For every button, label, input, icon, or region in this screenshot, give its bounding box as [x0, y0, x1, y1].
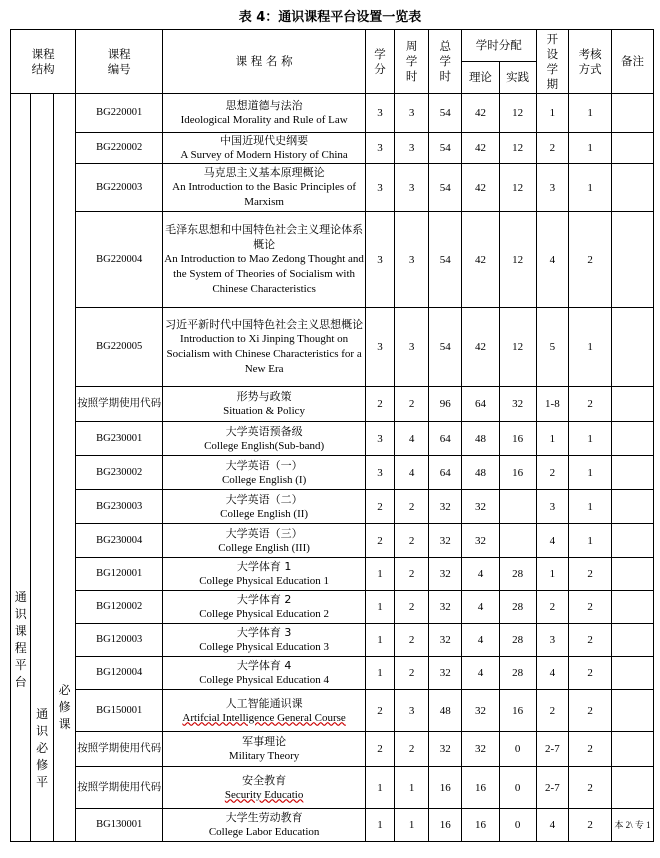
weekly-hours: 2	[394, 387, 429, 422]
credit: 3	[366, 456, 395, 490]
theory-hours: 32	[462, 732, 500, 767]
course-name-cn: 习近平新时代中国特色社会主义思想概论	[165, 318, 364, 331]
course-code: BG120002	[76, 591, 163, 624]
course-name-en: Military Theory	[228, 750, 300, 762]
practice-hours: 0	[499, 809, 536, 842]
credit: 1	[366, 624, 395, 657]
course-name-en: College English (II)	[220, 507, 309, 520]
weekly-hours: 2	[394, 490, 429, 524]
weekly-hours: 1	[394, 767, 429, 809]
course-code: BG130001	[76, 809, 163, 842]
weekly-hours: 1	[394, 809, 429, 842]
table-row	[11, 690, 654, 732]
semester: 2	[536, 591, 569, 624]
total-hours: 54	[429, 164, 462, 212]
course-name	[163, 308, 366, 387]
course-name-en: A Survey of Modern History of China	[180, 149, 348, 161]
course-name-en: Security Educatio	[224, 788, 304, 801]
course-name-en: College English (I)	[221, 473, 307, 486]
course-name	[163, 624, 366, 657]
course-code: BG230001	[76, 422, 163, 456]
theory-hours: 32	[462, 690, 500, 732]
theory-hours: 42	[462, 133, 500, 164]
semester: 3	[536, 164, 569, 212]
semester: 4	[536, 809, 569, 842]
course-code: 按照学期使用代码	[76, 387, 163, 422]
credit: 3	[366, 133, 395, 164]
course-name-en: Ideological Morality and Rule of Law	[180, 114, 348, 126]
remark	[612, 524, 654, 558]
remark	[612, 558, 654, 591]
practice-hours: 28	[499, 657, 536, 690]
credit: 2	[366, 690, 395, 732]
remark	[612, 690, 654, 732]
semester: 1	[536, 94, 569, 133]
course-name-en: College Labor Education	[208, 826, 320, 838]
total-hours: 48	[429, 690, 462, 732]
credit: 3	[366, 308, 395, 387]
table-row	[11, 94, 654, 133]
credit: 1	[366, 657, 395, 690]
assessment: 1	[569, 422, 612, 456]
semester: 3	[536, 624, 569, 657]
assessment: 2	[569, 657, 612, 690]
semester: 2-7	[536, 732, 569, 767]
credit: 1	[366, 809, 395, 842]
weekly-hours: 2	[394, 558, 429, 591]
course-name	[163, 94, 366, 133]
curriculum-table	[10, 29, 654, 842]
course-name	[163, 164, 366, 212]
course-code: BG120003	[76, 624, 163, 657]
credit: 3	[366, 422, 395, 456]
credit: 1	[366, 558, 395, 591]
weekly-hours: 3	[394, 308, 429, 387]
assessment: 2	[569, 624, 612, 657]
total-hours: 54	[429, 133, 462, 164]
semester: 4	[536, 524, 569, 558]
course-name	[163, 690, 366, 732]
practice-hours: 28	[499, 558, 536, 591]
total-hours: 32	[429, 624, 462, 657]
weekly-hours: 2	[394, 624, 429, 657]
weekly-hours: 3	[394, 133, 429, 164]
course-name-cn: 大学体育 1	[236, 560, 292, 573]
header-theory: 理论	[462, 62, 500, 94]
semester: 4	[536, 212, 569, 308]
course-name-cn: 大学体育 4	[236, 659, 292, 672]
semester: 1-8	[536, 387, 569, 422]
course-code: BG220002	[76, 133, 163, 164]
header-assessment: 考核 方式	[569, 30, 612, 94]
weekly-hours: 2	[394, 591, 429, 624]
assessment: 1	[569, 490, 612, 524]
semester: 4	[536, 657, 569, 690]
assessment: 2	[569, 591, 612, 624]
table-row	[11, 422, 654, 456]
course-name-cn: 马克思主义基本原理概论	[203, 166, 325, 179]
table-row	[11, 767, 654, 809]
semester: 2	[536, 456, 569, 490]
theory-hours: 4	[462, 591, 500, 624]
header-distribution: 学时分配	[462, 30, 536, 62]
total-hours: 54	[429, 94, 462, 133]
table-row	[11, 164, 654, 212]
assessment: 1	[569, 164, 612, 212]
assessment: 1	[569, 524, 612, 558]
header-semester: 开 设 学 期	[536, 30, 569, 94]
credit: 2	[366, 387, 395, 422]
total-hours: 54	[429, 212, 462, 308]
table-row	[11, 624, 654, 657]
remark	[612, 624, 654, 657]
semester: 3	[536, 490, 569, 524]
assessment: 2	[569, 212, 612, 308]
header-total: 总 学 时	[429, 30, 462, 94]
course-name	[163, 456, 366, 490]
theory-hours: 42	[462, 164, 500, 212]
remark: 本 2\ 专 1	[612, 809, 654, 842]
total-hours: 32	[429, 490, 462, 524]
course-code: BG230003	[76, 490, 163, 524]
table-row	[11, 308, 654, 387]
course-name	[163, 133, 366, 164]
assessment: 2	[569, 387, 612, 422]
course-name-cn: 思想道德与法治	[225, 99, 303, 112]
course-name-cn: 大学体育 3	[236, 626, 292, 639]
total-hours: 16	[429, 767, 462, 809]
practice-hours: 32	[499, 387, 536, 422]
remark	[612, 591, 654, 624]
total-hours: 32	[429, 524, 462, 558]
practice-hours: 0	[499, 732, 536, 767]
course-name	[163, 657, 366, 690]
practice-hours: 12	[499, 308, 536, 387]
course-name-en: College English(Sub-band)	[204, 439, 325, 452]
credit: 2	[366, 490, 395, 524]
course-code: BG220001	[76, 94, 163, 133]
course-name-cn: 大学英语（二）	[225, 492, 303, 506]
assessment: 1	[569, 94, 612, 133]
semester: 5	[536, 308, 569, 387]
course-name-en: Artifcial Intelligence General Course	[182, 711, 346, 724]
remark	[612, 133, 654, 164]
credit: 1	[366, 767, 395, 809]
credit: 3	[366, 212, 395, 308]
table-row	[11, 809, 654, 842]
course-code: BG220005	[76, 308, 163, 387]
total-hours: 64	[429, 422, 462, 456]
course-name-en: College English (III)	[218, 541, 310, 554]
semester: 2	[536, 133, 569, 164]
theory-hours: 16	[462, 767, 500, 809]
theory-hours: 4	[462, 657, 500, 690]
header-name: 课 程 名 称	[163, 30, 366, 94]
total-hours: 32	[429, 657, 462, 690]
header-code: 课程 编号	[76, 30, 163, 94]
course-name-en: College Physical Education 4	[199, 674, 330, 686]
practice-hours: 12	[499, 164, 536, 212]
course-name-cn: 大学生劳动教育	[225, 811, 303, 824]
theory-hours: 42	[462, 308, 500, 387]
course-code: BG150001	[76, 690, 163, 732]
weekly-hours: 3	[394, 94, 429, 133]
assessment: 1	[569, 308, 612, 387]
course-name-cn: 人工智能通识课	[225, 696, 303, 710]
course-name	[163, 591, 366, 624]
header-structure: 课程 结构	[11, 30, 76, 94]
credit: 3	[366, 164, 395, 212]
theory-hours: 16	[462, 809, 500, 842]
course-name-en: An Introduction to the Basic Principles of Marxism	[172, 181, 357, 208]
assessment: 2	[569, 732, 612, 767]
header-weekly: 周 学 时	[394, 30, 429, 94]
course-name-en: An Introduction to Mao Zedong Thought and the System of Theories of Socialism with Chinese Characteristics	[164, 253, 364, 295]
theory-hours: 4	[462, 624, 500, 657]
course-code: BG120001	[76, 558, 163, 591]
practice-hours: 28	[499, 591, 536, 624]
course-name	[163, 490, 366, 524]
total-hours: 54	[429, 308, 462, 387]
practice-hours: 12	[499, 94, 536, 133]
table-row	[11, 490, 654, 524]
theory-hours: 32	[462, 524, 500, 558]
course-name-cn: 形势与政策	[236, 390, 292, 403]
remark	[612, 490, 654, 524]
practice-hours: 28	[499, 624, 536, 657]
total-hours: 32	[429, 732, 462, 767]
course-name-en: College Physical Education 1	[199, 575, 330, 587]
header-remark: 备注	[612, 30, 654, 94]
theory-hours: 42	[462, 212, 500, 308]
table-row	[11, 524, 654, 558]
course-code: 按照学期使用代码	[76, 767, 163, 809]
total-hours: 96	[429, 387, 462, 422]
course-name	[163, 422, 366, 456]
table-row	[11, 657, 654, 690]
table-row	[11, 591, 654, 624]
total-hours: 32	[429, 591, 462, 624]
table-caption: 表 4：通识课程平台设置一览表	[238, 10, 422, 25]
course-code: BG220003	[76, 164, 163, 212]
group-platform: 通 识 课 程 平 台	[11, 94, 31, 842]
weekly-hours: 3	[394, 164, 429, 212]
credit: 1	[366, 591, 395, 624]
course-code: BG220004	[76, 212, 163, 308]
assessment: 2	[569, 558, 612, 591]
assessment: 2	[569, 809, 612, 842]
course-name-en: Introduction to Xi Jinping Thought on Socialism with Chinese Characteristics for a New Era	[166, 333, 362, 375]
course-name-cn: 军事理论	[242, 735, 287, 748]
course-name-cn: 大学体育 2	[236, 593, 292, 606]
table-row	[11, 133, 654, 164]
course-name	[163, 809, 366, 842]
semester: 2-7	[536, 767, 569, 809]
total-hours: 32	[429, 558, 462, 591]
theory-hours: 64	[462, 387, 500, 422]
practice-hours	[499, 490, 536, 524]
remark	[612, 308, 654, 387]
theory-hours: 32	[462, 490, 500, 524]
course-name	[163, 558, 366, 591]
course-name-en: College Physical Education 3	[199, 641, 330, 653]
course-name-cn: 毛泽东思想和中国特色社会主义理论体系概论	[165, 223, 364, 251]
practice-hours: 16	[499, 690, 536, 732]
practice-hours: 12	[499, 212, 536, 308]
credit: 2	[366, 732, 395, 767]
course-name	[163, 524, 366, 558]
weekly-hours: 2	[394, 732, 429, 767]
group-required-course: 必 修 课	[53, 94, 75, 842]
remark	[612, 767, 654, 809]
course-name-en: College Physical Education 2	[199, 608, 330, 620]
practice-hours: 16	[499, 422, 536, 456]
course-name	[163, 767, 366, 809]
assessment: 1	[569, 456, 612, 490]
weekly-hours: 4	[394, 422, 429, 456]
assessment: 2	[569, 767, 612, 809]
header-credit: 学 分	[366, 30, 395, 94]
weekly-hours: 2	[394, 524, 429, 558]
theory-hours: 42	[462, 94, 500, 133]
course-code: BG230002	[76, 456, 163, 490]
remark	[612, 657, 654, 690]
semester: 2	[536, 690, 569, 732]
total-hours: 64	[429, 456, 462, 490]
remark	[612, 164, 654, 212]
table-row	[11, 456, 654, 490]
course-code: BG230004	[76, 524, 163, 558]
table-row	[11, 387, 654, 422]
assessment: 2	[569, 690, 612, 732]
theory-hours: 4	[462, 558, 500, 591]
group-required-platform: 通 识 必 修 平	[31, 94, 53, 842]
course-code: BG120004	[76, 657, 163, 690]
course-name-cn: 中国近现代史纲要	[220, 134, 309, 147]
course-code: 按照学期使用代码	[76, 732, 163, 767]
course-name	[163, 732, 366, 767]
practice-hours: 16	[499, 456, 536, 490]
remark	[612, 94, 654, 133]
theory-hours: 48	[462, 456, 500, 490]
course-name-cn: 安全教育	[242, 773, 287, 787]
theory-hours: 48	[462, 422, 500, 456]
remark	[612, 456, 654, 490]
weekly-hours: 4	[394, 456, 429, 490]
weekly-hours: 3	[394, 690, 429, 732]
remark	[612, 212, 654, 308]
practice-hours: 12	[499, 133, 536, 164]
remark	[612, 422, 654, 456]
table-row	[11, 732, 654, 767]
table-row	[11, 212, 654, 308]
weekly-hours: 2	[394, 657, 429, 690]
course-name	[163, 387, 366, 422]
practice-hours: 0	[499, 767, 536, 809]
course-name-en: Situation & Policy	[223, 405, 306, 417]
table-row	[11, 558, 654, 591]
remark	[612, 387, 654, 422]
table-body	[11, 94, 654, 842]
practice-hours	[499, 524, 536, 558]
header-practice: 实践	[499, 62, 536, 94]
remark	[612, 732, 654, 767]
credit: 3	[366, 94, 395, 133]
course-name-cn: 大学英语（三）	[225, 526, 303, 540]
semester: 1	[536, 422, 569, 456]
course-name-cn: 大学英语预备级	[225, 424, 303, 438]
total-hours: 16	[429, 809, 462, 842]
course-name-cn: 大学英语（一）	[225, 458, 303, 472]
weekly-hours: 3	[394, 212, 429, 308]
credit: 2	[366, 524, 395, 558]
course-name	[163, 212, 366, 308]
semester: 1	[536, 558, 569, 591]
assessment: 1	[569, 133, 612, 164]
